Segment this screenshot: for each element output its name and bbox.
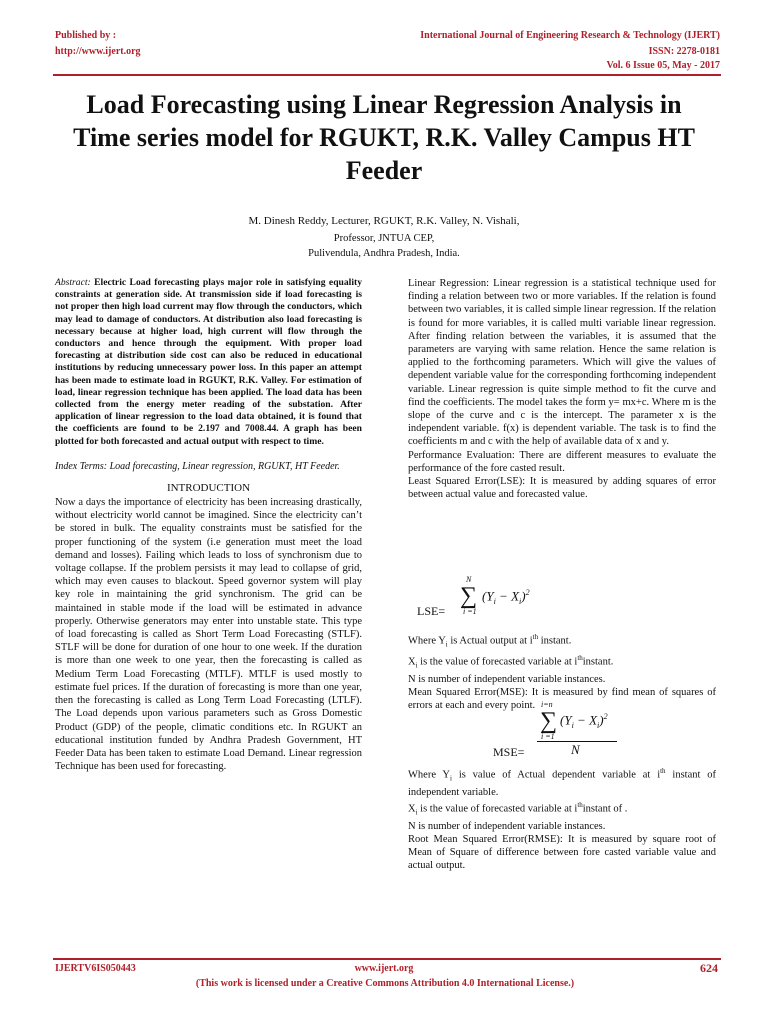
header-rule — [53, 74, 721, 76]
linear-regression-text: Linear Regression: Linear regression is a statistical technique used for finding a relation between two or more variables. If the relation is found between two variables, it is called simple linear regression. If the relation is found for more variables, it is called multi variable linear regression. After finding relation between the variables, it is assumed that the parameters are varying with same relation. Hence the same relation is applied to the forthcoming parameters. Which will give the values of dependent variable value for the corresponding forthcoming independent variable. Linear regression is quite simple method to fit the curve and find the coefficients. The model takes the form y= mx+c. Where m is the slope of the curve and c is the intercept. The parameter x is the independent variable. f(x) is dependent variable. The task is to find the coefficients m and c with the help of available data of x and y. — [408, 278, 716, 448]
site-link[interactable]: http://www.ijert.org — [55, 46, 141, 57]
volume-info: Vol. 6 Issue 05, May - 2017 — [606, 60, 720, 71]
lse-expression: $(Y_i - X_i)^2$ — [482, 588, 530, 606]
mse-where — [408, 765, 716, 873]
page-number: 624 — [700, 961, 718, 975]
issn: ISSN: 2278-0181 — [648, 46, 720, 57]
paper-title: Load Forecasting using Linear Regression Analysis in Time series model for RGUKT, R.K. Valley Campus HT Feeder — [73, 90, 695, 185]
index-terms: Index Terms: Load forecasting, Linear regression, RGUKT, HT Feeder. — [55, 460, 340, 472]
mse-definition: Mean Squared Error(MSE): It is measured by find mean of squares of errors at each and every point. — [408, 686, 716, 711]
lse-where-1: Where $Y_i$ is Actual output at $i^{th}$ instant. — [408, 633, 572, 649]
author-line-1: M. Dinesh Reddy, Lecturer, RGUKT, R.K. Valley, N. Vishali, — [248, 215, 520, 227]
footer-rule — [53, 958, 721, 960]
mse-where-1: Where $Y_i$ is value of Actual dependent variable at $i^{th}$ instant of independent variable. — [408, 767, 717, 798]
performance-eval-text: Performance Evaluation: There are different measures to evaluate the performance of the fore casted result. — [408, 449, 716, 474]
published-by: Published by : — [55, 30, 117, 41]
lse-sum-lower: i =1 — [463, 607, 477, 616]
lse-where-3: N is number of independent variable instances. — [408, 673, 606, 685]
paper-code: IJERTV6IS050443 — [55, 963, 136, 974]
license-note: (This work is licensed under a Creative Commons Attribution 4.0 International License.) — [195, 978, 575, 989]
abstract-text: Electric Load forecasting plays major role in satisfying equality constraints at generation side. At transmission side if load forecasting is not proper then high load current may flow through the conductors, which may lead to damage of conductors. At distribution also load forecasting is necessary because at higher load, high current will flow through the conductors and hence through the equipment. With proper load forecasting at distribution side cost can also be reduced in educational institutions by reducing unnecessary power loss. In this paper an attempt has been made to estimate load in RGUKT, R.K. Valley. For estimation of load, linear regression technique has been applied. The load data has been collected from the energy meter reading of the substation. After application of linear regression to the load data obtained, it is found that the coefficients are found to be 2.197 and 7008.44. A graph has been plotted for both forecasted and actual output with respect to time. — [55, 277, 362, 447]
abstract-label: Abstract: — [55, 277, 91, 288]
mse-denominator: N — [571, 742, 580, 757]
mse-where-2: $X_i$ is the value of forecasted variable at $i^{th}instant$ of . — [408, 801, 628, 817]
left-column — [55, 277, 362, 773]
mse-sum-upper: i=n — [541, 700, 553, 709]
rmse-definition: Root Mean Squared Error(RMSE): It is measured by square root of Mean of Square of difference between fore casted variable value and actual output. — [408, 834, 716, 872]
lse-label: LSE= — [417, 604, 446, 618]
lse-where-2: $X_i$ is the value of forecasted variable at $i^{th}instant$. — [408, 653, 614, 670]
mse-sum-symbol: ∑ — [540, 708, 558, 734]
author-line-3: Pulivendula, Andhra Pradesh, India. — [308, 248, 460, 259]
lse-sum-symbol: ∑ — [460, 583, 478, 609]
mse-where-3: N is number of independent variable instances. — [408, 820, 606, 832]
mse-expression: $(Y_i - X_i)^2$ — [560, 712, 608, 730]
lse-sum-upper: N — [466, 575, 472, 584]
abstract — [55, 277, 362, 448]
right-column — [408, 277, 716, 501]
mse-label: MSE= — [493, 745, 525, 759]
author-line-2: Professor, JNTUA CEP, — [333, 233, 435, 244]
mse-sum-lower: i =1 — [541, 732, 555, 741]
lse-definition: Least Squared Error(LSE): It is measured by adding squares of error between actual value and forecasted value. — [408, 476, 716, 501]
lse-where — [408, 631, 716, 712]
footer-site[interactable]: www.ijert.org — [354, 963, 414, 974]
intro-heading: INTRODUCTION — [166, 482, 251, 495]
intro-text: Now a days the importance of electricity has been increasing drastically, without electricity world cannot be imagined. Since the electricity can’t be stored in bulk. The equality constraints must be satisfied for the proper functioning of the system (i.e generation must meet the load demand and losses). Failing which leads to loss of synchronism due to voltage collapse. If the problem persists it may lead to collapse of grid, which may even causes to blackout. Speed governor system will play key role in maintaining the grid synchronism. The grid can be maintained in stable mode if the load will be estimated in advance properly. Otherwise generators may enter into unstable state. This type of load forecasting is called as Short Term Load Forecasting (STLF). STLF will be done for duration of one hour to one week. If the duration is more than one week to one year, then the forecasting is called as Medium Term Load Forecasting (MTLF). MTLF is used mostly to estimate fuel prices. If the duration of forecasting is more than one year, then the forecasting is called as Long Term Load Forecasting (LTLF). The Load depends upon various parameters such as Gross Domestic Product (GDP) of the people, climatic conditions etc. In RGUKT an educational institution funded by Andhra Pradesh Government, HT Feeder Data has been taken to estimate Load Demand. Linear regression Technique has been used for forecasting. — [55, 497, 362, 773]
journal-name: International Journal of Engineering Research & Technology (IJERT) — [420, 30, 720, 41]
